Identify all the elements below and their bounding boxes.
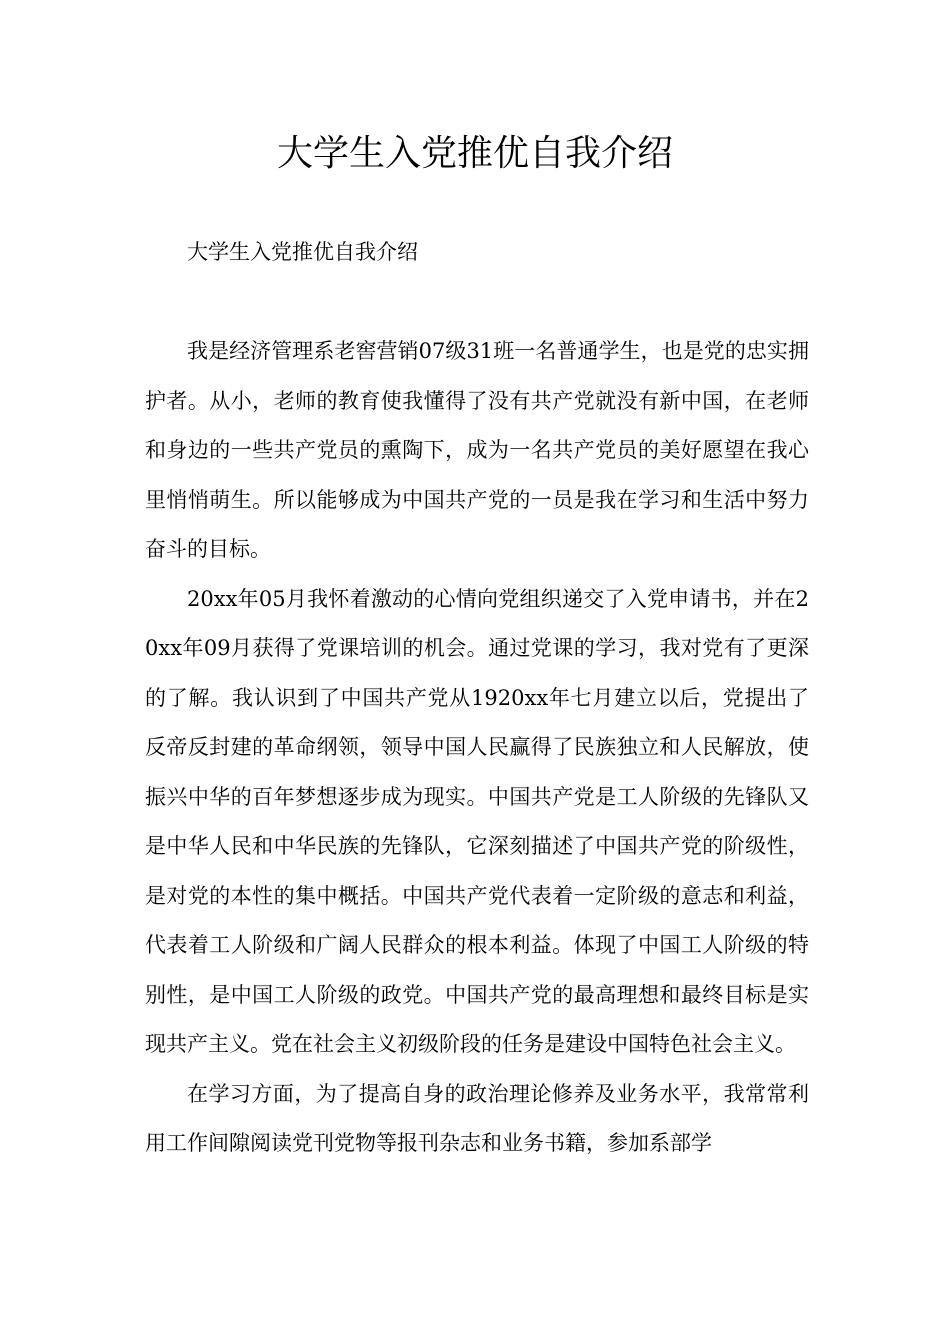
- paragraph-study: 在学习方面，为了提高自身的政治理论修养及业务水平，我常常利用工作间隙阅读党刊党物等报刊杂志和业务书籍，参加系部学: [145, 1081, 809, 1155]
- paragraph-party-application: 20xx年05月我怀着激动的心情向党组织递交了入党申请书，并在20xx年09月获得了党课培训的机会。通过党课的学习，我对党有了更深的了解。我认识到了中国共产党从1920xx年七月建立以后，党提出了反帝反封建的革命纲领，领导中国人民赢得了民族独立和人民解放，使振兴中华的百年梦想逐步成为现实。中国共产党是工人阶级的先锋队又是中华人民和中华民族的先锋队，它深刻描述了中国共产党的阶级性，是对党的本性的集中概括。中国共产党代表着一定阶级的意志和利益，代表着工人阶级和广阔人民群众的根本利益。体现了中国工人阶级的特别性，是中国工人阶级的政党。中国共产党的最高理想和最终目标是实现共产主义。党在社会主义初级阶段的任务是建设中国特色社会主义。: [145, 586, 809, 1056]
- document-subtitle: 大学生入党推优自我介绍: [187, 240, 418, 264]
- document-body: [145, 228, 809, 1169]
- document-title: 大学生入党推优自我介绍: [276, 133, 673, 174]
- paragraph-intro: 我是经济管理系老窖营销07级31班一名普通学生，也是党的忠实拥护者。从小，老师的教育使我懂得了没有共产党就没有新中国，在老师和身边的一些共产党员的熏陶下，成为一名共产党员的美好愿望在我心里悄悄萌生。所以能够成为中国共产党的一员是我在学习和生活中努力奋斗的目标。: [145, 339, 809, 561]
